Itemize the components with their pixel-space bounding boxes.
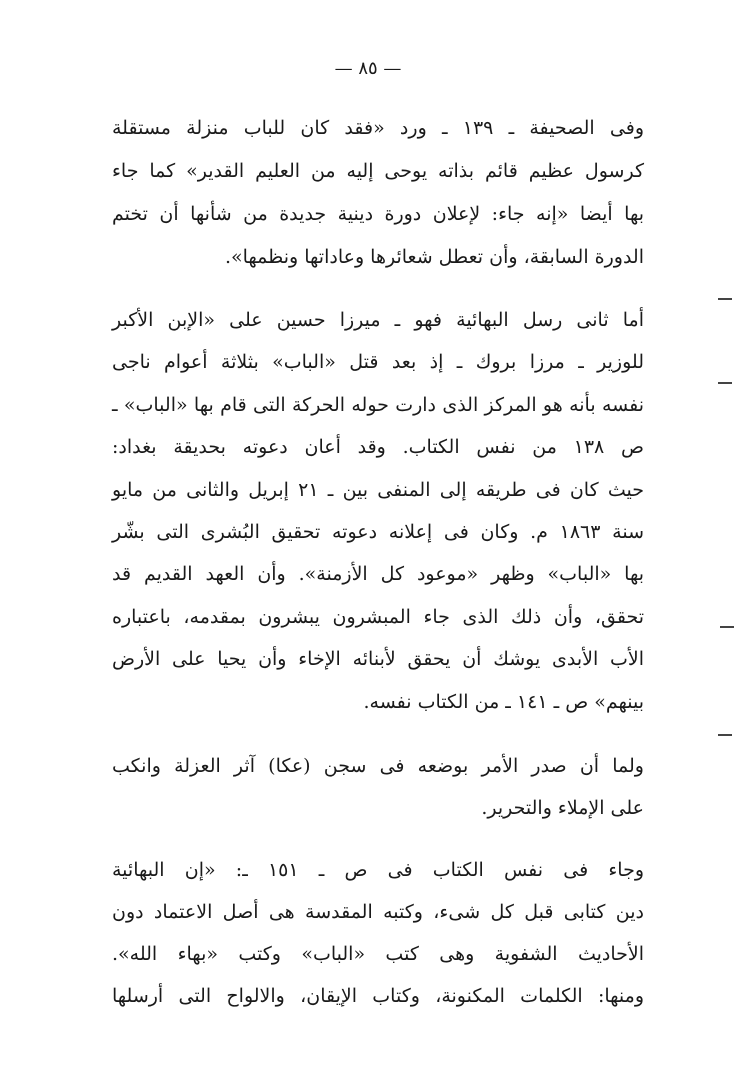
paragraph-4-line-1: وجاء فى نفس الكتاب فى ص ـ ١٥١ ـ: «إن البهائية bbox=[112, 859, 645, 881]
paragraph-2-line-1: أما ثانى رسل البهائية فهو ـ ميرزا حسين على «الإبن الأكبر bbox=[112, 309, 644, 331]
paragraph-1-line-4: الدورة السابقة، وأن تعطل شعائرها وعاداتها ونظمها». bbox=[224, 246, 644, 268]
paragraph-2-line-6: سنة ١٨٦٣ م. وكان فى إعلانه دعوته تحقيق البُشرى التى بشّر bbox=[112, 521, 644, 543]
paragraph-4-line-3: الأحاديث الشفوية وهى كتب «الباب» وكتب «بهاء الله». bbox=[112, 943, 644, 965]
paragraph-1-line-2: كرسول عظيم قائم بذاته يوحى إليه من العليم القدير» كما جاء bbox=[112, 160, 644, 182]
paragraph-4-line-2: دين كتابى قبل كل شىء، وكتبه المقدسة هى أصل الاعتماد دون bbox=[112, 901, 644, 923]
paragraph-3-line-2: على الإملاء والتحرير. bbox=[481, 797, 644, 819]
margin-mark bbox=[720, 626, 734, 628]
paragraph-1-line-3: بها أيضا «إنه جاء: لإعلان دورة دينية جديدة من شأنها أن تختم bbox=[112, 203, 644, 225]
paragraph-2-line-7: بها «الباب» وظهر «موعود كل الأزمنة». وأن العهد القديم قد bbox=[112, 563, 644, 585]
paragraph-2-line-2: للوزير ـ مرزا بروك ـ إذ بعد قتل «الباب» بثلاثة أعوام ناجى bbox=[112, 351, 644, 373]
paragraph-3-line-1: ولما أن صدر الأمر بوضعه فى سجن (عكا) آثر العزلة وانكب bbox=[112, 755, 644, 777]
margin-mark bbox=[718, 734, 732, 736]
paragraph-2-line-4: ص ١٣٨ من نفس الكتاب. وقد أعان دعوته بحديقة بغداد: bbox=[112, 436, 644, 458]
paragraph-4-line-4: ومنها: الكلمات المكنونة، وكتاب الإيقان، والالواح التى أرسلها bbox=[112, 985, 644, 1007]
paragraph-2-line-9: الأب الأبدى يوشك أن يحقق لأبنائه الإخاء وأن يحيا على الأرض bbox=[112, 648, 644, 670]
paragraph-1-line-1: وفى الصحيفة ـ ١٣٩ ـ ورد «فقد كان للباب منزلة مستقلة bbox=[112, 117, 644, 139]
paragraph-2-line-10: بينهم» ص ـ ١٤١ ـ من الكتاب نفسه. bbox=[363, 691, 644, 713]
paragraph-2-line-3: نفسه بأنه هو المركز الذى دارت حوله الحركة التى قام بها «الباب» ـ bbox=[112, 394, 644, 416]
paragraph-2-line-8: تحقق، وأن ذلك الذى جاء المبشرون يبشرون بمقدمه، باعتباره bbox=[112, 606, 644, 628]
page-number: — ٨٥ — bbox=[334, 58, 402, 79]
margin-mark bbox=[718, 298, 732, 300]
paragraph-2-line-5: حيث كان فى طريقه إلى المنفى بين ـ ٢١ إبريل والثانى من مايو bbox=[112, 479, 644, 501]
margin-mark bbox=[718, 382, 732, 384]
